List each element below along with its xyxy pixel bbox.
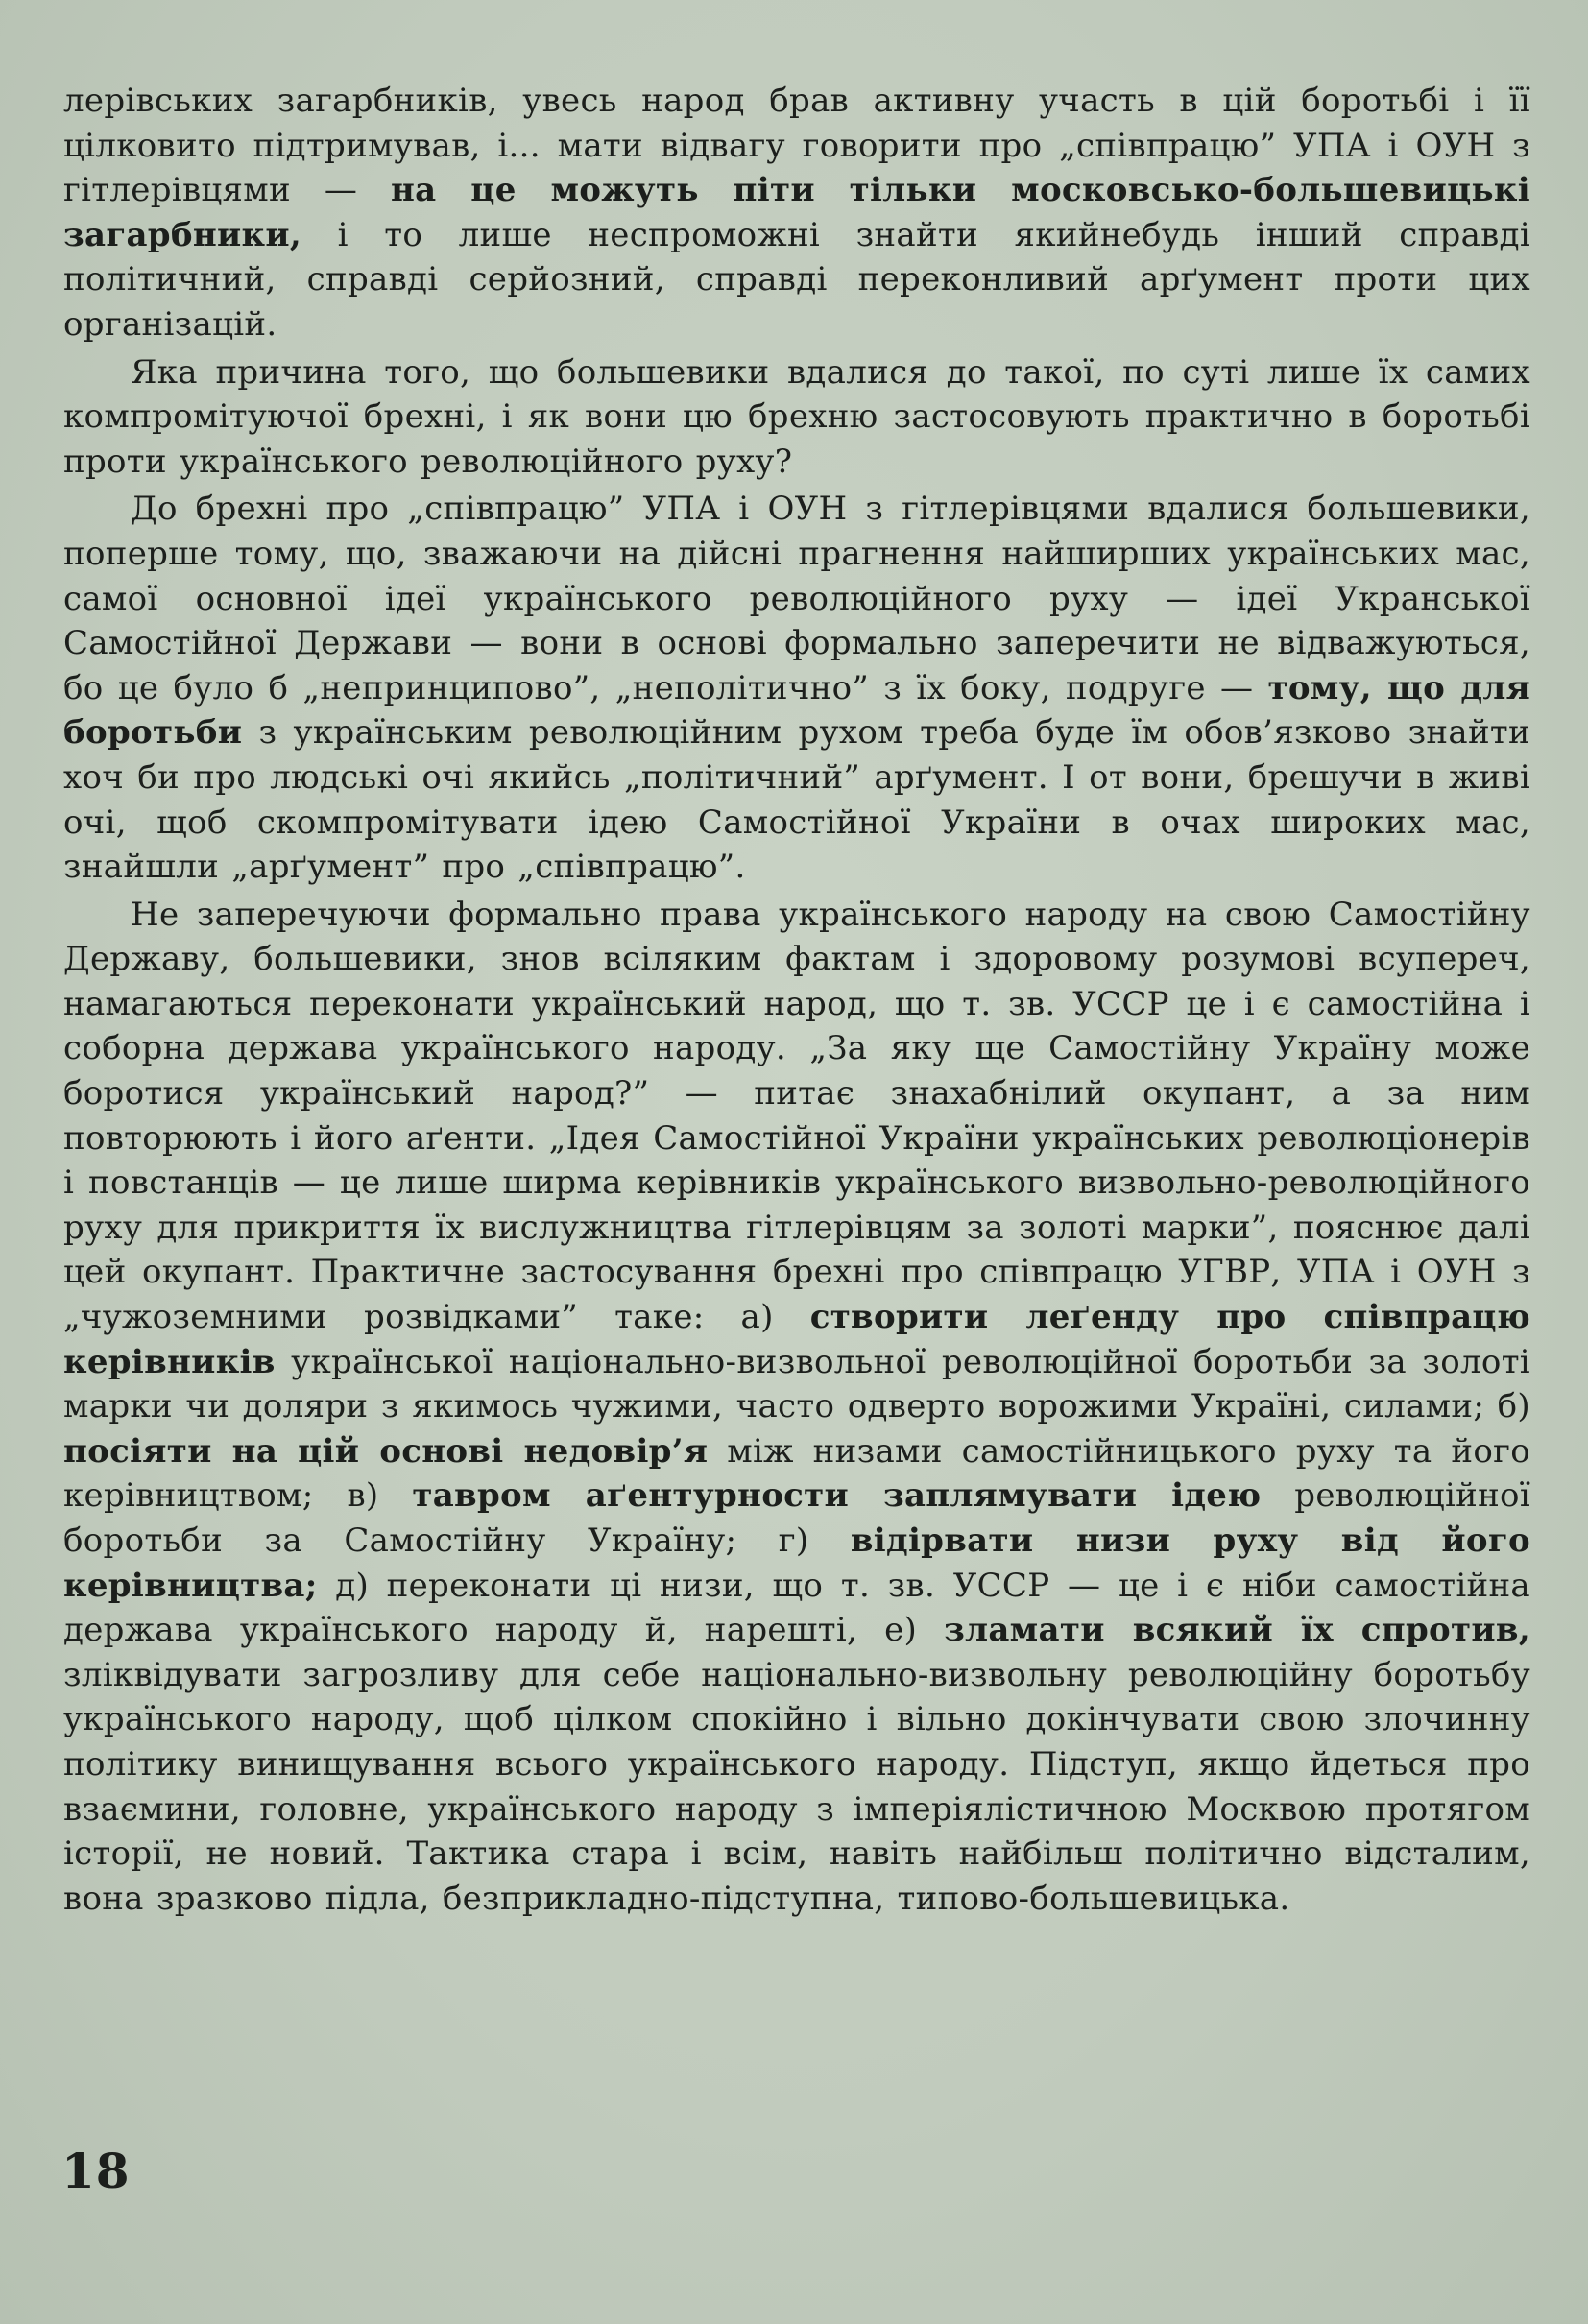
paragraph-4-segment-5: між низами самостійницького руху та його керівництвом; в) xyxy=(63,1431,1530,1516)
paragraph-4-segment-4: посіяти на цій основі недовір’я xyxy=(63,1431,709,1471)
paragraph-4-segment-9: д) переконати ці низи, що т. зв. УССР — це і є ніби самостійна держава українського народу й, нарешті, е) xyxy=(63,1566,1530,1650)
paragraph-3-segment-3: з українським революційним рухом треба буде їм обов’язково знайти хоч би про людські очі якийсь „політичний” арґумент. І от вони, брешучи в живі очі, щоб скомпромітувати ідею Самостійної України в очах широких мас, знайшли „арґумент” про „співпрацю”. xyxy=(63,713,1530,887)
paragraph-4-segment-1: Не заперечуючи формально права українського народу на свою Самостійну Державу, большевики, знов всіляким фактам і здоровому розумові всупереч, намагаються переконати український народ, що т. зв. УССР це і є самостійна і соборна держава українського народу. „За яку ще Самостійну Україну може боротися український народ?” — питає знахабнілий окупант, а за ним повторюють і його аґенти. „Ідея Самостійної України українських революціонерів і повстанців — це лише ширма керівників українського визвольно-революційного руху для прикриття їх вислужництва гітлерівцям за золоті марки”, пояснює далі цей окупант. Практичне застосування брехні про співпрацю УГВР, УПА і ОУН з „чужоземними розвідками” таке: а) xyxy=(63,895,1530,1337)
paragraph-1 xyxy=(63,79,1530,347)
paragraph-4 xyxy=(63,893,1530,1922)
paragraph-4-segment-3: української національно-визвольної революційної боротьби за золоті марки чи доляри з якимось чужими, часто одверто ворожими Україні, силами; б) xyxy=(63,1342,1530,1426)
paragraph-3-segment-2: тому, що для боротьби xyxy=(63,668,1531,753)
paragraph-1-segment-2: на це можуть піти тільки московсько-большевицькі загарбники, xyxy=(63,171,1530,254)
paragraph-4-segment-2: створити леґенду про співпрацю керівників xyxy=(63,1298,1530,1381)
paragraph-4-segment-8: відірвати низи руху від його керівництва; xyxy=(63,1521,1530,1605)
paragraph-3 xyxy=(63,487,1530,889)
paragraph-1-segment-3: і то лише неспроможні знайти якийнебудь інший справді політичний, справді серйозний, справді переконливий арґумент проти цих організацій. xyxy=(63,215,1530,344)
paragraph-4-segment-10: зламати всякий їх спротив, xyxy=(944,1611,1530,1650)
body-text xyxy=(63,79,1530,1924)
paragraph-2 xyxy=(63,350,1530,485)
page-number: 18 xyxy=(61,2143,131,2199)
paragraph-4-segment-6: тавром аґентурности заплямувати ідею xyxy=(412,1476,1262,1516)
paragraph-4-segment-7: революційної боротьби за Самостійну Україну; г) xyxy=(63,1476,1530,1560)
paragraph-1-segment-1: лерівських загарбників, увесь народ брав активну участь в цій боротьбі і її цілковито підтримував, і... мати відвагу говорити про „співпрацю” УПА і ОУН з гітлерівцями — xyxy=(63,82,1530,210)
paragraph-4-segment-11: зліквідувати загрозливу для себе національно-визвольну революційну боротьбу українського народу, щоб цілком спокійно і вільно докінчувати свою злочинну політику винищування всього українського народу. Підступ, якщо йдеться про взаємини, головне, українського народу з імперіялістичною Москвою протягом історії, не новий. Тактика стара і всім, навіть найбільш політично відсталим, вона зразково підла, безприкладно-підступна, типово-большевицька. xyxy=(63,1655,1530,1918)
paragraph-2-segment-1: Яка причина того, що большевики вдалися до такої, по суті лише їх самих компромітуючої брехні, і як вони цю брехню застосовують практично в боротьбі проти українського революційного руху? xyxy=(63,352,1530,481)
paragraph-3-segment-1: До брехні про „співпрацю” УПА і ОУН з гітлерівцями вдалися большевики, поперше тому, що, зважаючи на дійсні прагнення найширших українських мас, самої основної ідеї українського революційного руху — ідеї Укранської Самостійної Держави — вони в основі формально заперечити не відважуються, бо це було б „непринципово”, „неполітично” з їх боку, подруге — xyxy=(63,490,1530,707)
